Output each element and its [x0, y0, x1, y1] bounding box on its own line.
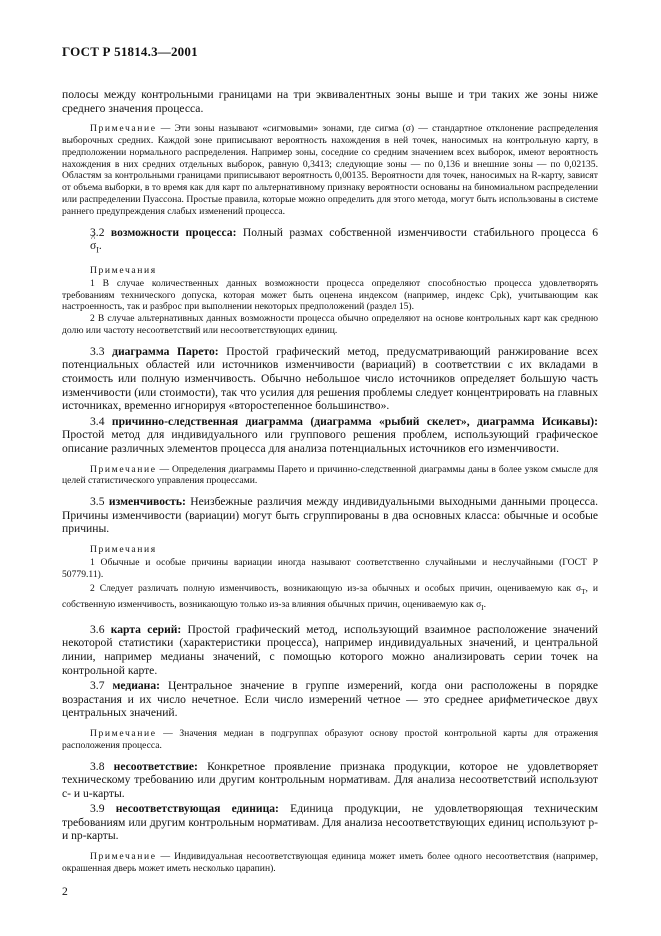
term-process-capability: возможности процесса: — [110, 225, 237, 239]
notes-3-2 — [62, 265, 598, 337]
section-3-6: 3.6 карта серий: Простой графический метод, использующий взаимное расположение значений некоторой статистики (характеристики процесса), например индивидуальных значений, и центральной линии, например медианы значений, с помощью которого можно анализировать серии точек на контрольной карте. — [62, 622, 599, 677]
notes-3-5 — [62, 544, 598, 615]
note-3-4: Примечание — Определения диаграммы Парето и причинно-следственной диаграммы даны в более узком смысле для целей статистического управления процессами. — [62, 463, 598, 487]
formula-six-sigma: 6^ $\sigma_I$. — [62, 226, 598, 253]
note-item-1: 1 Обычные и особые причины вариации иногда называют соответственно случайными и неслучайными (ГОСТ Р 50779.11). — [62, 556, 598, 580]
page-number: 2 — [62, 885, 68, 898]
section-3-4: 3.4 причинно-следственная диаграмма (диаграмма «рыбий скелет», диаграмма Исикавы): Простой метод для индивидуального или группового решения проблем, использующий графическое описание различных элементов процесса для анализа потенциальных источников его изменчивости. — [62, 414, 598, 455]
term-nonconformity: несоответствие: — [113, 759, 198, 773]
note-3-9: Примечание — Индивидуальная несоответствующая единица может иметь более одного несоответствия (например, окрашенная дверь может иметь несколько царапин). — [62, 851, 598, 874]
section-3-3: 3.3 диаграмма Парето: Простой графический метод, предусматривающий ранжирование всех потенциальных областей или источников изменчивости (вариаций) в соответствии с их вкладами в стоимость или полную изменчивость. Обычно небольшое число источников определяет большую часть изменчивости (или стоимости), так что усилия для решения проблемы следует концентрировать на главных источниках, временно игнорируя «второстепенное большинство». — [62, 344, 599, 413]
section-3-5: 3.5 изменчивость: Неизбежные различия между индивидуальными выходными данными процесса. Причины изменчивости (вариации) могут быть сгруппированы в два основных класса: обычные и особые причины. — [62, 495, 599, 536]
note-item-2: 2 Следует различать полную изменчивость, возникающую из-за обычных и особых причин, оцениваемую как $\sigma_T$, и собственную изменчивость, возникающую только из-за влияния обычных причин, оцениваемую как $\sigma_I$. — [62, 583, 598, 612]
term-run-chart: карта серий: — [110, 622, 182, 636]
section-3-2 — [62, 226, 598, 258]
note-3-7: Примечание — Значения медиан в подгруппах образуют основу простой контрольной карты для отражения расположения процесса. — [62, 727, 598, 751]
note-text: — Эти зоны называют «сигмовыми» зонами, где сигма (σ) — стандартное отклонение распределения выборочных средних. Каждой зоне приписывают вероятность нахождения в ней точек, наносимых на контрольную карту, в предположении нормального распределения. Например зоны, соседние со средним значением всех выборок, имеют вероятность нахождения в них средних отдельных выборок, равную 0,3413; следующие зоны — по 0,136 и внешние зоны — по 0,02135. Областям за контрольными границами приписывают вероятность 0,00135. Вероятности для точек, наносимых на R-карту, зависят от объема выборки, в то время как для карт по альтернативному признаку вероятности основаны на биномиальном распределении или распределении Пуассона. Простые правила, которые можно определить для этого метода, могут быть использованы в системе раннего предупреждения слабых изменений процесса. — [62, 123, 598, 217]
page-content — [62, 88, 598, 875]
note-item-1: 1 В случае количественных данных возможности процесса определяют способностью процесса удовлетворять требованиям технического допуска, которая может быть оценена индексом (например, индекс Cpk), учитывающим как настроенность, так и разброс при выполнении некоторых предположений (раздел 15). — [62, 277, 598, 313]
term-variability: изменчивость: — [108, 495, 186, 509]
paragraph-continuation: полосы между контрольными границами на три эквивалентных зоны выше и три таких же зоны ниже среднего значения процесса. — [62, 88, 598, 115]
note-item-2: 2 В случае альтернативных данных возможности процесса обычно определяют на основе контрольных карт как среднюю долю или частоту несоответствий или несоответствующих единиц. — [62, 313, 598, 337]
definition-text: Полный размах собственной изменчивости стабильного процесса — [236, 225, 593, 239]
notes-label: Примечания — [90, 543, 157, 555]
section-3-7: 3.7 медиана: Центральное значение в группе измерений, когда они расположены в порядке возрастания и их число нечетное. Если число измерений четное — это среднее арифметическое двух центральных значений. — [62, 679, 599, 720]
note-label: Примечание — [90, 123, 157, 135]
term-cause-effect-diagram: причинно-следственная диаграмма (диаграмма «рыбий скелет», диаграмма Исикавы): — [111, 414, 598, 428]
note-sigma-zones — [62, 123, 598, 217]
term-nonconforming-unit: несоответствующая единица: — [115, 802, 279, 816]
page-header: ГОСТ Р 51814.3—2001 — [62, 44, 198, 59]
section-3-9: 3.9 несоответствующая единица: Единица продукции, не удовлетворяющая техническим требованиям или другим контрольным нормативам. Для анализа несоответствующих единиц используют p- и np-карты. — [62, 802, 598, 843]
section-3-8: 3.8 несоответствие: Конкретное проявление признака продукции, которое не удовлетворяет техническому требованию или другим контрольным нормативам. Для анализа несоответствий используют c- и u-карты. — [62, 759, 598, 800]
term-median: медиана: — [112, 679, 161, 693]
section-number: 3.2 — [90, 225, 111, 239]
term-pareto-diagram: диаграмма Парето: — [112, 344, 219, 358]
notes-label: Примечания — [90, 265, 157, 277]
